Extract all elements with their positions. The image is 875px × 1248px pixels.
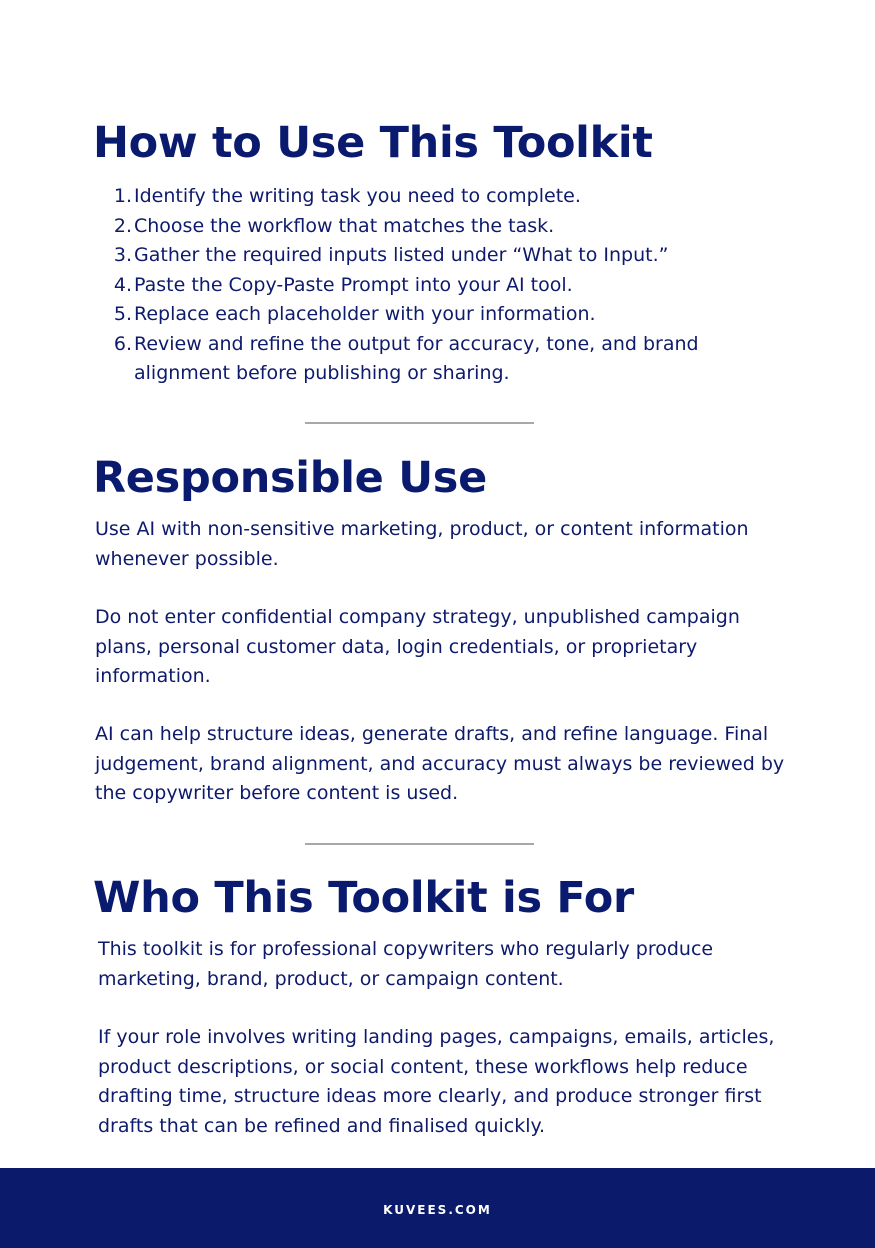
responsible-use-paragraph: Do not enter confidential company strategy, unpublished campaign plans, personal customer data, login credentials, or proprietary information. xyxy=(95,606,740,687)
step-number: 3. xyxy=(113,244,132,266)
step-text: Identify the writing task you need to complete. xyxy=(134,185,581,207)
responsible-use-paragraph: Use AI with non-sensitive marketing, product, or content information whenever possible. xyxy=(95,518,749,570)
step-item xyxy=(112,182,752,212)
step-item xyxy=(112,271,752,301)
section-divider xyxy=(305,422,534,424)
who-for-heading: Who This Toolkit is For xyxy=(93,873,634,923)
how-to-use-heading: How to Use This Toolkit xyxy=(93,118,653,168)
step-text: Review and refine the output for accuracy, tone, and brand alignment before publishing or sharing. xyxy=(134,332,699,384)
footer-bar xyxy=(0,1168,875,1248)
step-text: Paste the Copy-Paste Prompt into your AI tool. xyxy=(134,273,573,296)
responsible-use-heading: Responsible Use xyxy=(93,453,487,503)
step-item xyxy=(112,241,752,271)
step-item xyxy=(112,212,752,242)
step-number: 5. xyxy=(113,303,132,325)
step-text: Choose the workflow that matches the task. xyxy=(134,214,555,237)
step-text: Replace each placeholder with your information. xyxy=(134,303,596,325)
step-item xyxy=(112,330,752,389)
step-number: 1. xyxy=(113,185,132,207)
section-divider xyxy=(305,843,534,845)
who-for-paragraph: If your role involves writing landing pages, campaigns, emails, articles, product descriptions, or social content, these workflows help reduce drafting time, structure ideas more clearly, and produce stronger first drafts that can be refined and finalised quickly. xyxy=(98,1026,775,1137)
footer-website-link[interactable]: KUVEES.COM xyxy=(383,1203,492,1217)
how-to-use-steps-list xyxy=(112,182,752,389)
who-for-paragraph: This toolkit is for professional copywriters who regularly produce marketing, brand, product, or campaign content. xyxy=(98,938,714,990)
step-item xyxy=(112,300,752,330)
step-number: 6. xyxy=(113,332,132,355)
step-number: 2. xyxy=(113,214,132,237)
responsible-use-paragraph: AI can help structure ideas, generate drafts, and refine language. Final judgement, brand alignment, and accuracy must always be reviewed by the copywriter before content is used. xyxy=(95,723,785,804)
step-number: 4. xyxy=(113,273,132,296)
step-text: Gather the required inputs listed under “What to Input.” xyxy=(134,244,669,266)
